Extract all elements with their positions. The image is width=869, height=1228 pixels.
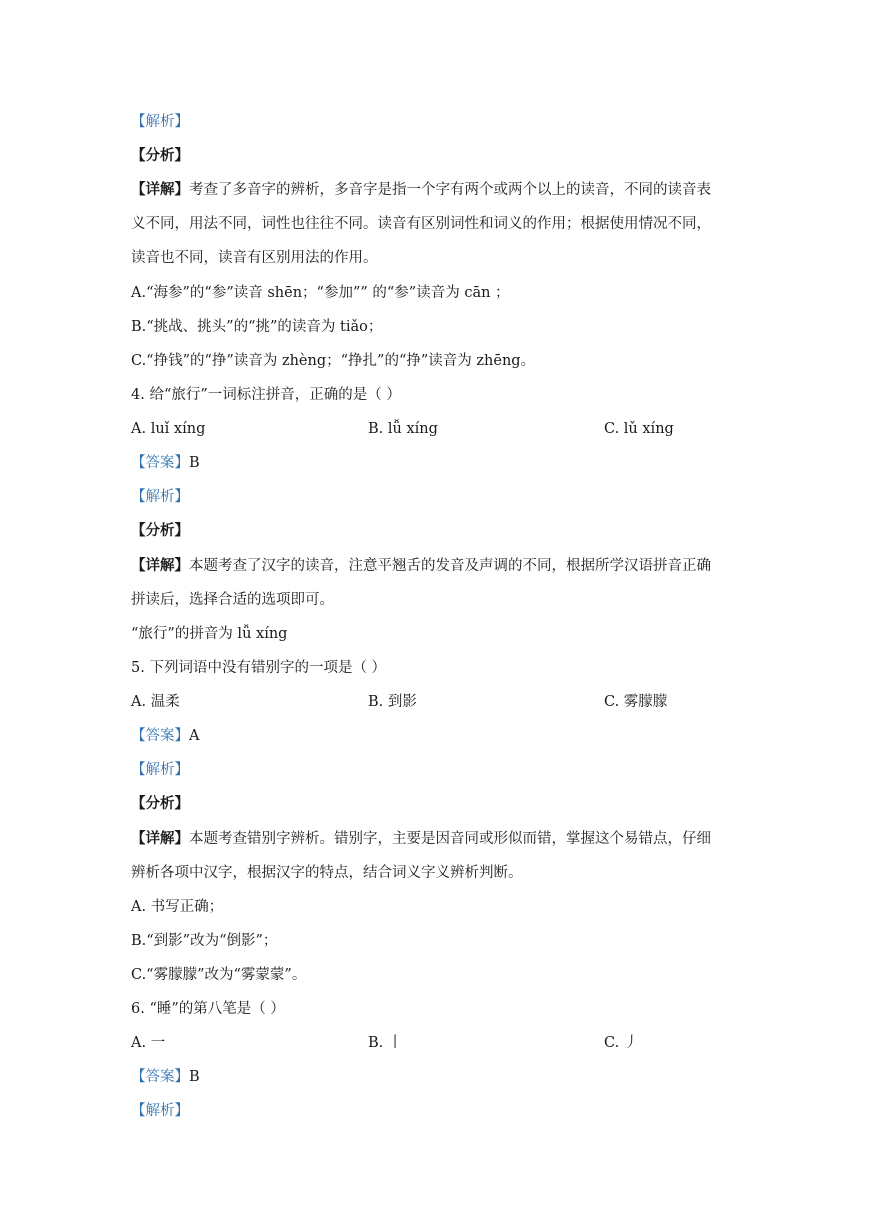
- answer-tag: 【答案】: [131, 455, 189, 471]
- answer-value: B: [189, 455, 200, 471]
- q6-option-a: A. 一: [131, 1035, 166, 1051]
- jiexi-heading: 【解析】: [131, 114, 189, 130]
- q5-option-c: C. 雾朦朦: [604, 694, 668, 710]
- question-4: 4. 给“旅行”一词标注拼音，正确的是（ ）: [131, 387, 401, 403]
- q4-option-b: B. lǚ xíng: [368, 421, 438, 437]
- q6-option-c: C. 丿: [604, 1035, 639, 1051]
- explanation-b: B.“到影”改为“倒影”；: [131, 933, 278, 949]
- q6-answer: [131, 1067, 200, 1087]
- jiexi-heading: 【解析】: [131, 1103, 189, 1119]
- answer-value: B: [189, 1069, 200, 1085]
- q4-answer: [131, 453, 200, 473]
- xiangjie-paragraph-line: 义不同，用法不同，词性也往往不同。读音有区别词性和词义的作用；根据使用情况不同，: [131, 216, 711, 232]
- q5-option-b: B. 到影: [368, 694, 417, 710]
- xiangjie-paragraph-line: 辨析各项中汉字，根据汉字的特点，结合词义字义辨析判断。: [131, 865, 523, 881]
- q5-option-a: A. 温柔: [131, 694, 180, 710]
- xiangjie-paragraph-line: [131, 180, 711, 200]
- xiangjie-paragraph-line: [131, 556, 711, 576]
- pinyin-note: “旅行”的拼音为 lǚ xíng: [131, 626, 288, 642]
- xiangjie-text: 本题考查了汉字的读音，注意平翘舌的发音及声调的不同，根据所学汉语拼音正确: [189, 558, 711, 574]
- jiexi-heading: 【解析】: [131, 489, 189, 505]
- explanation-a: A.“海参”的“参”读音 shēn；“参加”” 的“参”读音为 cān ；: [131, 285, 510, 301]
- explanation-c: C.“挣钱”的“挣”读音为 zhèng；“挣扎”的“挣”读音为 zhēng。: [131, 353, 536, 369]
- xiangjie-tag: 【详解】: [131, 557, 189, 574]
- explanation-b: B.“挑战、挑头”的“挑”的读音为 tiǎo；: [131, 319, 383, 335]
- q6-option-b: B. 丨: [368, 1035, 403, 1051]
- fenxi-heading: 【分析】: [131, 147, 189, 164]
- q5-answer: [131, 726, 199, 746]
- xiangjie-paragraph-line: [131, 829, 711, 849]
- jiexi-heading: 【解析】: [131, 762, 189, 778]
- q4-option-c: C. lǔ xíng: [604, 421, 674, 437]
- xiangjie-text: 本题考查错别字辨析。错别字，主要是因音同或形似而错，掌握这个易错点，仔细: [189, 831, 711, 847]
- answer-value: A: [189, 728, 200, 744]
- answer-tag: 【答案】: [131, 728, 189, 744]
- xiangjie-paragraph-line: 读音也不同，读音有区别用法的作用。: [131, 250, 378, 266]
- question-5: 5. 下列词语中没有错别字的一项是（ ）: [131, 660, 387, 676]
- xiangjie-text: 考查了多音字的辨析，多音字是指一个字有两个或两个以上的读音，不同的读音表: [189, 182, 711, 198]
- fenxi-heading: 【分析】: [131, 795, 189, 812]
- explanation-a: A. 书写正确；: [131, 899, 224, 915]
- xiangjie-tag: 【详解】: [131, 181, 189, 198]
- fenxi-heading: 【分析】: [131, 522, 189, 539]
- question-6: 6. “睡”的第八笔是（ ）: [131, 1001, 285, 1017]
- q4-option-a: A. luǐ xíng: [131, 421, 206, 437]
- explanation-c: C.“雾朦朦”改为“雾蒙蒙”。: [131, 967, 307, 983]
- xiangjie-tag: 【详解】: [131, 830, 189, 847]
- xiangjie-paragraph-line: 拼读后，选择合适的选项即可。: [131, 592, 334, 608]
- answer-tag: 【答案】: [131, 1069, 189, 1085]
